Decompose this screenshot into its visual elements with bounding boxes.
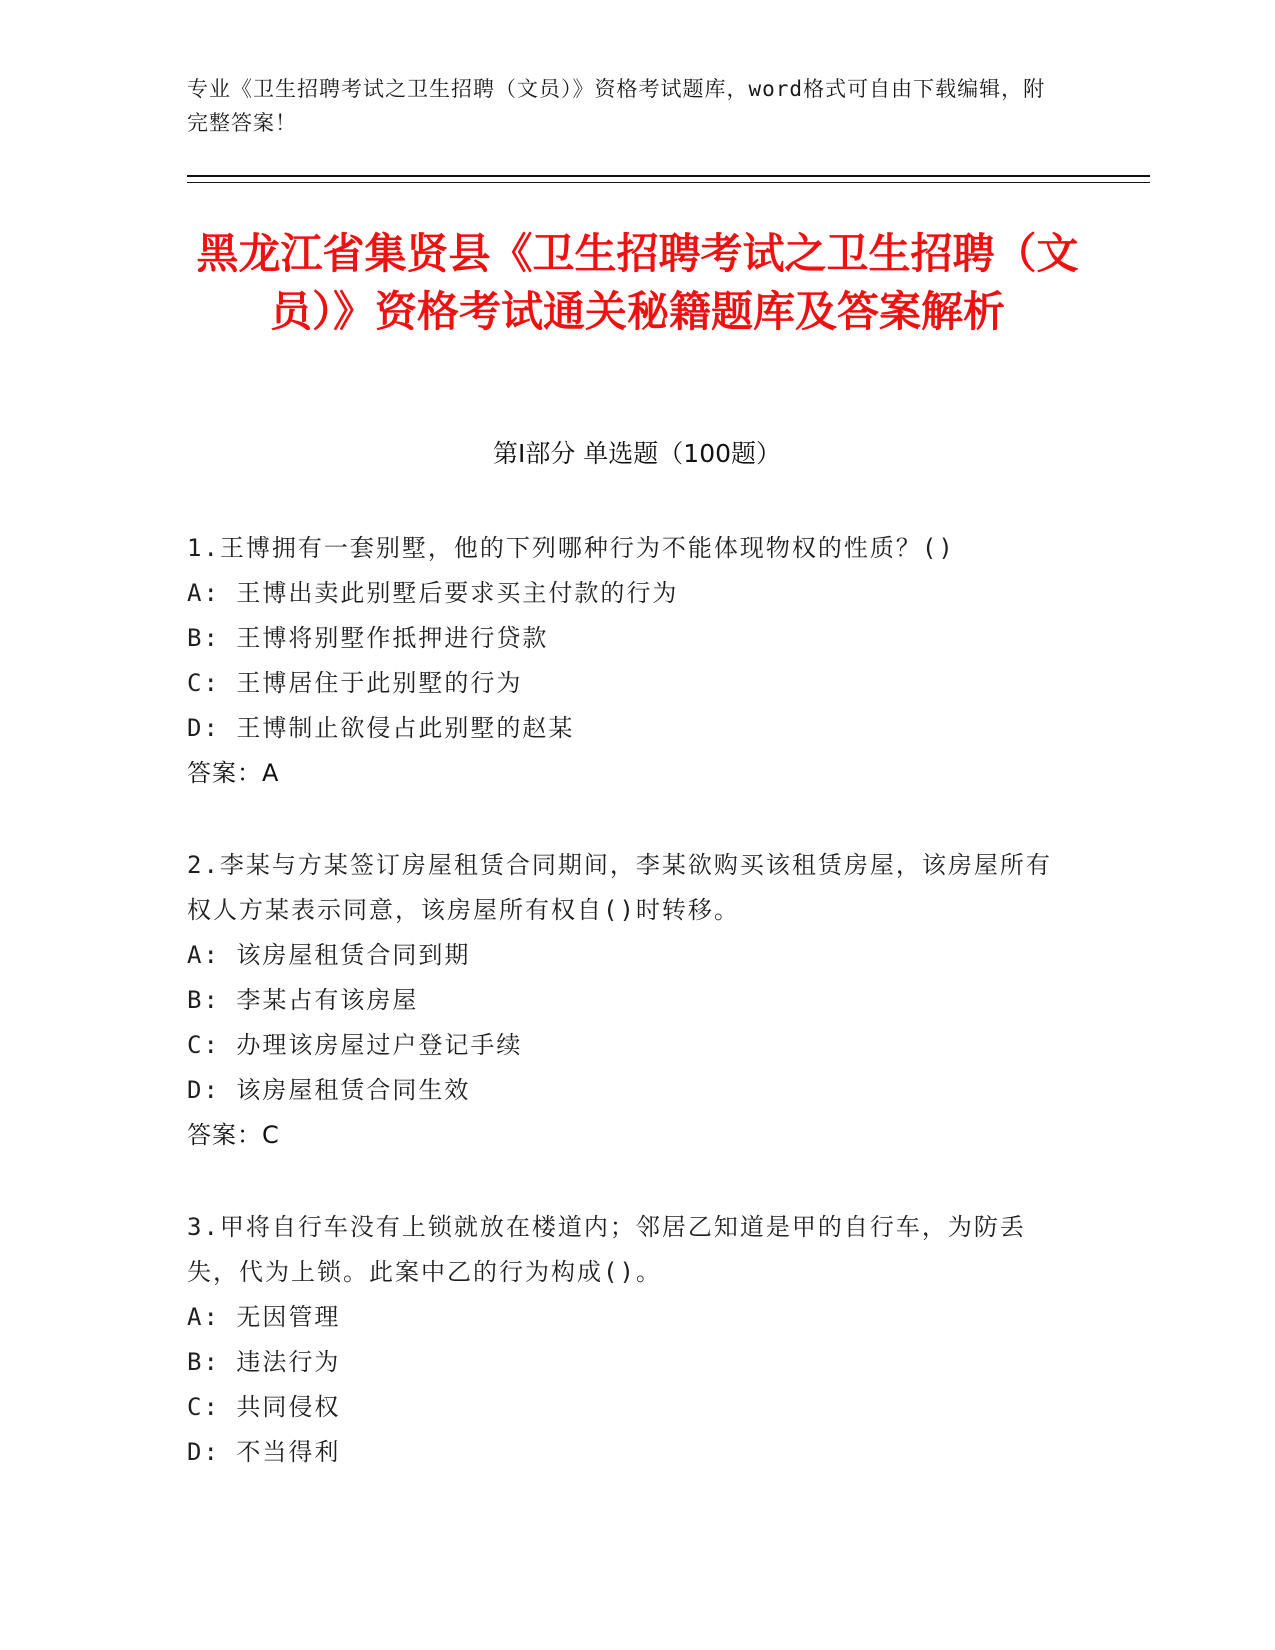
question-stem: 3.甲将自行车没有上锁就放在楼道内；邻居乙知道是甲的自行车，为防丢失，代为上锁。此案中乙的行为构成()。: [187, 1213, 1026, 1286]
question-list: [187, 526, 1067, 1522]
option-b: B: 违法行为: [187, 1348, 341, 1376]
option-a: A: 该房屋租赁合同到期: [187, 941, 471, 969]
option-a: A: 王博出卖此别墅后要求买主付款的行为: [187, 579, 679, 607]
question-item: [187, 1205, 1067, 1475]
question-item: [187, 843, 1067, 1158]
question-item: [187, 526, 1067, 796]
option-b: B: 李某占有该房屋: [187, 986, 419, 1014]
option-b: B: 王博将别墅作抵押进行贷款: [187, 624, 549, 652]
header-note: 专业《卫生招聘考试之卫生招聘（文员）》资格考试题库，word格式可自由下载编辑，附完整答案！: [187, 77, 1046, 135]
question-stem: 2.李某与方某签订房屋租赁合同期间，李某欲购买该租赁房屋，该房屋所有权人方某表示同意，该房屋所有权自()时转移。: [187, 851, 1052, 924]
option-c: C: 办理该房屋过户登记手续: [187, 1031, 523, 1059]
header-divider-thin: [187, 182, 1150, 183]
section-title: 第I部分 单选题（100题）: [492, 439, 782, 468]
answer-line: 答案：C: [187, 1121, 280, 1149]
option-d: D: 王博制止欲侵占此别墅的赵某: [187, 714, 575, 742]
option-d: D: 不当得利: [187, 1438, 341, 1466]
answer-line: 答案：A: [187, 759, 280, 787]
option-d: D: 该房屋租赁合同生效: [187, 1076, 471, 1104]
question-stem: 1.王博拥有一套别墅，他的下列哪种行为不能体现物权的性质？(): [187, 534, 955, 562]
option-a: A: 无因管理: [187, 1303, 341, 1331]
option-c: C: 共同侵权: [187, 1393, 341, 1421]
header-divider: [187, 175, 1150, 177]
option-c: C: 王博居住于此别墅的行为: [187, 669, 523, 697]
document-title: 黑龙江省集贤县《卫生招聘考试之卫生招聘（文员）》资格考试通关秘籍题库及答案解析: [196, 229, 1079, 336]
